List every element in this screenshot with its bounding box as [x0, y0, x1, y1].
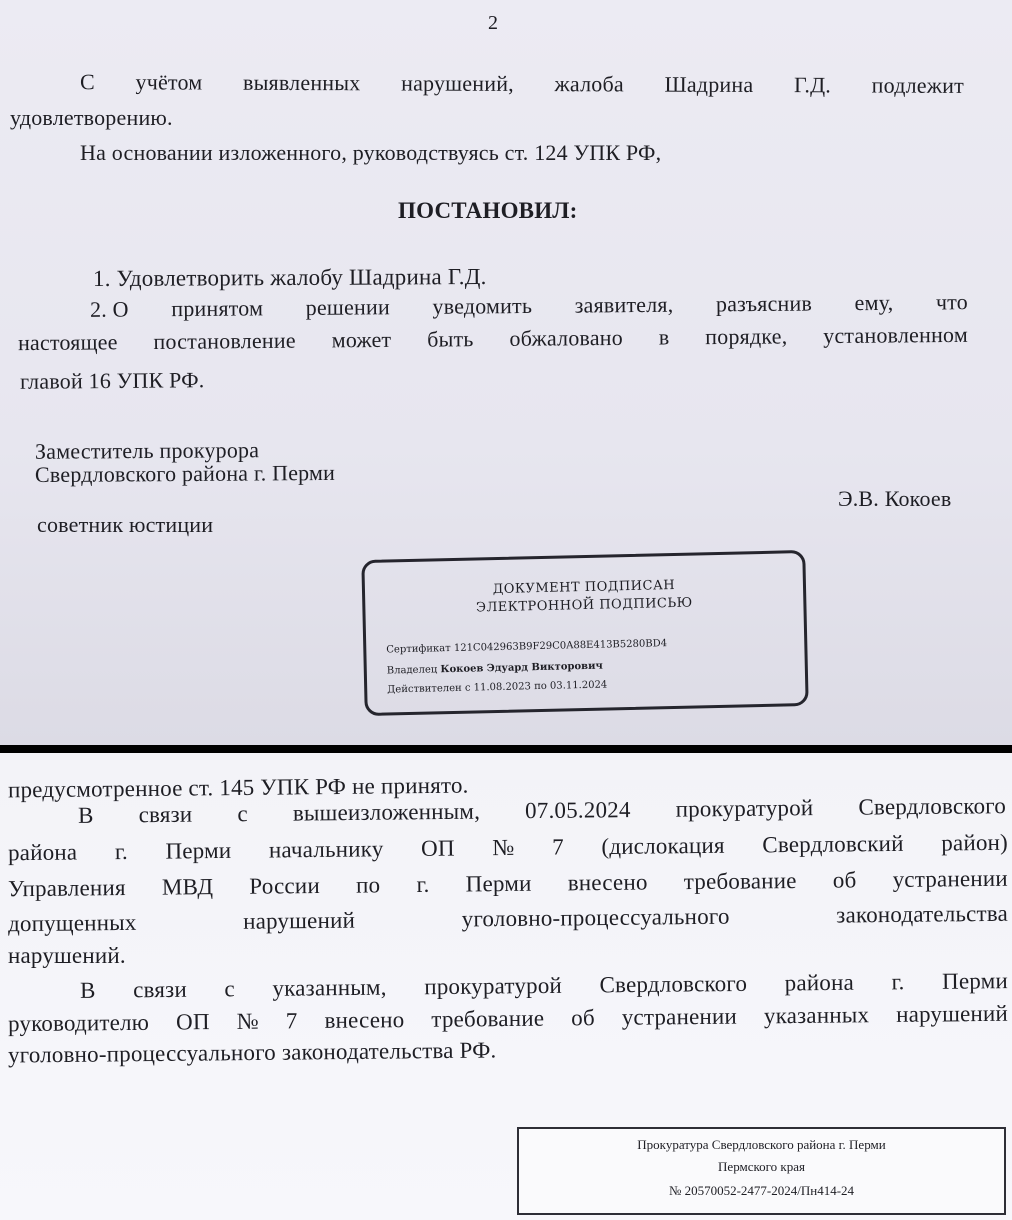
word: в — [658, 324, 670, 350]
registration-office: Прокуратура Свердловского района г. Перми — [637, 1137, 886, 1152]
decision-item-1: 1. Удовлетворить жалобу Шадрина Г.Д. — [92, 263, 487, 292]
stamp-title: ЭЛЕКТРОННОЙ ПОДПИСЬЮ — [475, 595, 693, 616]
word: связи — [138, 801, 193, 828]
signer-position: Свердловского района г. Перми — [34, 459, 336, 488]
word: по — [355, 872, 381, 898]
paragraph-line: предусмотренное ст. 145 УПК РФ не принято. — [7, 772, 469, 803]
word: допущенных — [7, 909, 137, 937]
word: В — [77, 802, 94, 828]
word: разъяснив — [715, 290, 813, 317]
word: С — [79, 69, 95, 95]
paragraph-line — [8, 901, 1008, 937]
word: нарушений, — [401, 70, 514, 96]
decision-item-2-line — [18, 322, 968, 356]
word: Перми — [941, 968, 1009, 994]
word: жалоба — [554, 71, 624, 97]
word: МВД — [161, 874, 214, 900]
word: Перми — [465, 870, 532, 897]
paragraph-line: удовлетворению. — [10, 105, 173, 130]
word: ОП — [175, 1009, 210, 1035]
paragraph-line — [8, 830, 1008, 866]
signer-position: Заместитель прокурора — [34, 437, 260, 464]
word: решении — [305, 294, 391, 320]
word: устранении — [892, 865, 1008, 892]
word: Перми — [165, 837, 232, 864]
decision-heading: ПОСТАНОВИЛ: — [398, 198, 578, 223]
word: об — [571, 1005, 595, 1031]
word: внесено — [324, 1007, 405, 1033]
word: № — [236, 1008, 259, 1034]
decision-item-2-line: главой 16 УПК РФ. — [19, 367, 205, 394]
word: уведомить — [432, 292, 533, 319]
word: требование — [431, 1005, 545, 1032]
word: законодательства — [836, 900, 1009, 928]
word: 2. О — [89, 296, 129, 322]
word: Свердловского — [599, 970, 748, 998]
word: прокуратурой — [424, 972, 563, 1000]
page-number: 2 — [488, 12, 499, 34]
word: подлежит — [871, 72, 965, 98]
word: учётом — [135, 69, 203, 95]
paragraph-line — [80, 968, 1008, 1004]
electronic-signature-stamp — [361, 550, 808, 716]
word: В — [79, 977, 96, 1003]
word: руководителю — [7, 1009, 150, 1037]
paragraph-line — [8, 866, 1008, 902]
word: Свердловского — [858, 793, 1007, 820]
word: может — [331, 326, 392, 353]
word: Г.Д. — [793, 72, 832, 98]
word: № — [492, 834, 515, 861]
word: что — [935, 289, 969, 315]
word: 7 — [285, 1008, 298, 1034]
word: нарушений — [895, 1000, 1009, 1027]
signer-name: Э.В. Кокоев — [838, 486, 952, 511]
word: заявителя, — [574, 291, 674, 318]
word: район) — [941, 829, 1009, 856]
stamp-validity: Действителен с 11.08.2023 по 03.11.2024 — [387, 679, 608, 696]
word: выявленных — [242, 69, 361, 96]
registration-box — [517, 1127, 1006, 1215]
word: с — [237, 801, 248, 827]
registration-region: Пермского края — [718, 1159, 805, 1174]
word: устранении — [621, 1003, 738, 1030]
paragraph-line — [80, 69, 964, 99]
word: России — [249, 872, 321, 899]
word: (дислокация — [601, 832, 725, 860]
word: настоящее — [17, 329, 118, 356]
word: связи — [133, 976, 188, 1003]
word: постановление — [153, 327, 296, 354]
word: начальнику — [268, 836, 384, 863]
stamp-title: ДОКУМЕНТ ПОДПИСАН — [492, 577, 676, 598]
word: прокуратурой — [675, 795, 814, 822]
paragraph-line: уголовно-процессуального законодательства РФ. — [7, 1037, 497, 1068]
word: с — [224, 976, 236, 1002]
word: ОП — [420, 835, 455, 861]
paragraph-line: нарушений. — [8, 943, 126, 968]
word: указанным, — [272, 974, 387, 1001]
word: обжаловано — [509, 324, 624, 351]
word: вышеизложенным, — [292, 798, 481, 826]
word: уголовно-процессуального — [461, 903, 730, 932]
word: района — [7, 839, 78, 866]
word: принятом — [171, 295, 264, 322]
word: ему, — [854, 289, 894, 316]
word: Управления — [7, 875, 126, 902]
word: г. — [114, 838, 129, 865]
photo-divider — [0, 745, 1012, 753]
stamp-owner: Владелец Кокоев Эдуард Викторович — [386, 660, 603, 677]
word: требование — [683, 867, 797, 895]
word: г. — [891, 969, 905, 995]
word: нарушений — [243, 907, 356, 934]
signer-rank: советник юстиции — [37, 512, 214, 537]
word: установленном — [823, 321, 968, 349]
stamp-certificate: Сертификат 121C042963B9F29C0A88E413B5280BD4 — [386, 638, 668, 656]
word: 7 — [551, 834, 564, 860]
word: порядке, — [705, 323, 788, 350]
word: об — [832, 867, 857, 893]
word: Свердловский — [762, 830, 904, 858]
paragraph-line — [8, 1001, 1008, 1037]
word: указанных — [763, 1002, 870, 1029]
paragraph-line: На основании изложенного, руководствуясь ст. 124 УПК РФ, — [80, 140, 662, 165]
word: внесено — [567, 869, 648, 896]
word: быть — [427, 326, 474, 352]
word: г. — [416, 871, 430, 897]
registration-number: № 20570052-2477-2024/Пн414-24 — [668, 1183, 855, 1198]
bottom-document-page — [0, 753, 1012, 1220]
decision-item-2-line — [90, 289, 968, 323]
word: 07.05.2024 — [524, 797, 631, 824]
word: района — [784, 969, 855, 996]
word: Шадрина — [664, 71, 754, 98]
